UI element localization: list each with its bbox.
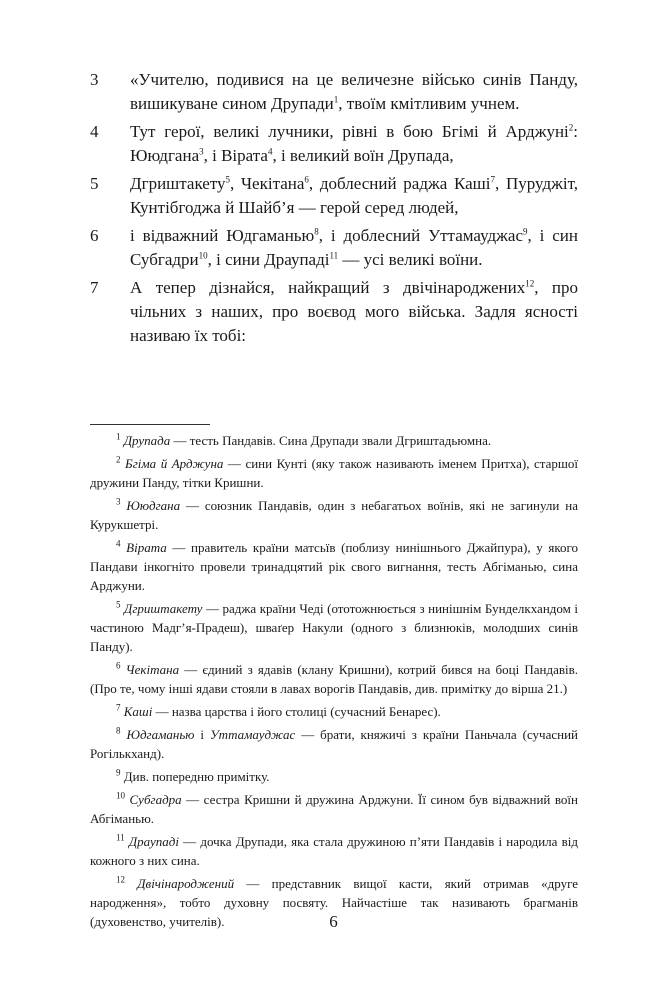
footnote: $^9$ Див. попередню примітку.: [116, 767, 270, 784]
verse-text: Тут герої, великі лучники, рівні в бою Бгімі й Арджуні$^2$: Ююдгана$^3$, і Вірата$^4$, і великий воїн Друпада,: [130, 122, 578, 165]
footnote-ref: 12: [525, 278, 535, 289]
verse: [90, 224, 578, 272]
verse-number: 4: [90, 122, 99, 141]
footnote: $^1$ Друпада — тесть Пандавів. Сина Друпади звали Дгриштадьюмна.: [116, 431, 492, 448]
footnote-ref: 11: [329, 250, 339, 261]
footnote-ref: 1: [333, 94, 339, 105]
footnote-number: 3: [116, 496, 121, 507]
verse: [90, 120, 578, 168]
footnote-number: 11: [116, 832, 125, 843]
footnote-number: 9: [116, 767, 121, 778]
footnote-ref: 2: [568, 122, 574, 133]
footnotes-block: [90, 431, 578, 935]
verses-block: [90, 68, 578, 352]
footnote-ref: 3: [199, 146, 204, 157]
verse-text: «Учителю, подивися на це величезне військо синів Панду, вишикуване сином Друпади$^1$, твоїм кмітливим учнем.: [130, 70, 578, 113]
footnote: $^5$ Дгриштакету — раджа країни Чеді (ототожнюється з нинішнім Бунделкхандом і частиною Мадг’я-Прадеш), шваґер Накули (одного з близнюків, молодших синів Панду).: [90, 599, 579, 654]
footnote-number: 8: [116, 725, 121, 736]
verse-text: А тепер дізнайся, найкращий з двічінароджених$^{12}$, про чільних з наших, про воєвод мого війська. Задля ясності називаю їх тобі:: [130, 278, 578, 345]
footnote: $^{11}$ Драупаді — дочка Друпади, яка стала дружиною п’яти Пандавів і народила від кожного з них сина.: [90, 832, 578, 868]
footnote: $^6$ Чекітана — єдиний з ядавів (клану Кришни), котрий бився на боці Пандавів. (Про те, чому інші ядави стояли в лавах ворогів Пандавів, див. примітку до вірша 21.): [90, 660, 578, 696]
footnote-ref: 4: [267, 146, 273, 157]
footnote-number: 5: [116, 599, 121, 610]
verse-number: 7: [90, 278, 99, 297]
verse: [90, 68, 578, 116]
footnote-ref: 8: [314, 226, 319, 237]
footnote: $^4$ Вірата — правитель країни матсьїв (поблизу нинішнього Джайпура), у якого Пандави інкогніто провели тринадцятий рік свого вигнання, тесть Абгіманью, сина Арджуни.: [90, 538, 579, 593]
footnote: $^{12}$ Двічінароджений — представник вищої касти, який отримав «друге народження», тобто духовну посвяту. Найчастіше так називають брагманів (духовенство, учителів).: [90, 874, 579, 929]
footnote-ref: 9: [522, 226, 528, 237]
footnote-number: 12: [116, 874, 125, 885]
footnote-number: 1: [116, 431, 121, 442]
footnote-ref: 5: [225, 174, 231, 185]
footnote-number: 10: [116, 790, 125, 801]
footnote-ref: 7: [490, 174, 495, 185]
footnote-number: 6: [116, 660, 121, 671]
footnote-divider: [90, 424, 210, 425]
footnote: $^3$ Ююдгана — союзник Пандавів, один з небагатьох воїнів, які не загинули на Курукшетрі.: [90, 496, 578, 532]
verse-number: 6: [90, 226, 99, 245]
page-number: 6: [329, 912, 338, 931]
footnote-number: 4: [116, 538, 121, 549]
verse: [90, 276, 578, 348]
footnote-ref: 6: [304, 174, 309, 185]
footnote: $^8$ Юдгаманью і Уттамауджас — брати, княжичі з країни Паньчала (сучасний Рогількханд).: [90, 725, 578, 761]
footnote-number: 7: [116, 702, 121, 713]
verse: [90, 172, 578, 220]
verse-number: 3: [90, 70, 99, 89]
verse-text: Дгриштакету$^5$, Чекітана$^6$, доблесний раджа Каші$^7$, Пуруджіт, Кунтібгоджа й Шайб’я — герой серед людей,: [130, 174, 578, 217]
footnote-number: 2: [116, 454, 121, 465]
footnote: $^2$ Бгіма й Арджуна — сини Кунті (яку також називають іменем Притха), старшої дружини Панду, тітки Кришни.: [90, 454, 579, 490]
verse-text: і відважний Юдгаманью$^8$, і доблесний Уттамауджас$^9$, і син Субгадри$^{10}$, і сини Драупаді$^{11}$ — усі великі воїни.: [130, 226, 578, 269]
footnote: $^7$ Каші — назва царства і його столиці (сучасний Бенарес).: [116, 702, 441, 719]
footnote-ref: 10: [198, 250, 208, 261]
verse-number: 5: [90, 174, 99, 193]
footnote: $^{10}$ Субгадра — сестра Кришни й дружина Арджуни. Її сином був відважний воїн Абгіманью.: [90, 790, 579, 826]
